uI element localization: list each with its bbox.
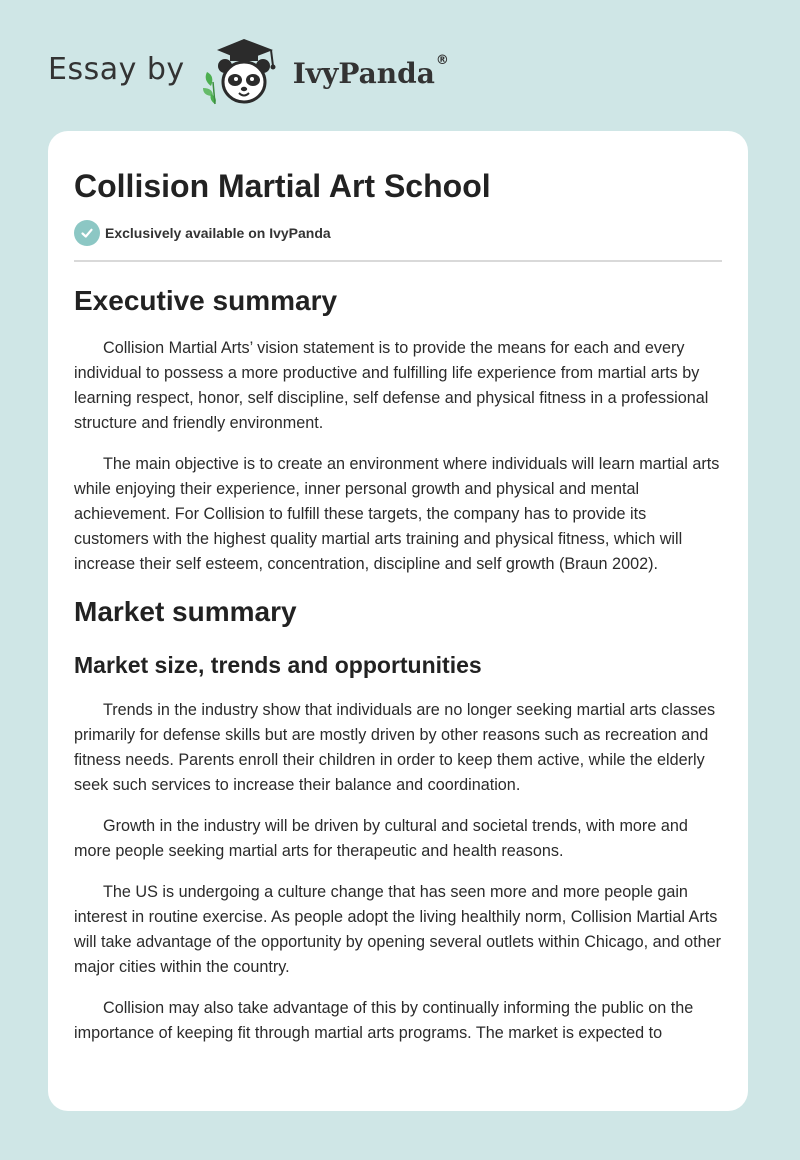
- essay-card: [48, 131, 748, 1111]
- paragraph: Trends in the industry show that individuals are no longer seeking martial arts classes primarily for defense skills but are mostly driven by other reasons such as recreation and fitness needs. Parents enroll their children in order to keep them active, while the elderly seek such services to increase their balance and coordination.: [74, 701, 716, 794]
- paragraph: Collision may also take advantage of this by continually informing the public on the importance of keeping fit through martial arts programs. The market is expected to: [74, 999, 694, 1042]
- site-header: [48, 36, 449, 108]
- paragraph: The US is undergoing a culture change that has seen more and more people gain interest in routine exercise. As people adopt the living healthily norm, Collision Martial Arts will take advantage of the opportunity by opening several outlets within Chicago, and other major cities within the country.: [74, 883, 722, 976]
- title-divider: [74, 260, 722, 262]
- subsection-heading-market-size: Market size, trends and opportunities: [74, 652, 482, 678]
- paragraph: The main objective is to create an environment where individuals will learn martial arts while enjoying their experience, inner personal growth and physical and mental achievement. For Collision to fulfill these targets, the company has to provide its customers with the highest quality martial arts training and physical fitness, which will increase their self esteem, concentration, discipline and self growth (Braun 2002).: [74, 455, 720, 573]
- exclusive-badge-label: Exclusively available on IvyPanda: [105, 225, 331, 241]
- paragraph: Growth in the industry will be driven by cultural and societal trends, with more and more people seeking martial arts for therapeutic and health reasons.: [74, 817, 688, 860]
- brand-name[interactable]: IvyPanda®: [292, 52, 449, 90]
- panda-graduate-logo-icon[interactable]: [201, 36, 287, 108]
- check-circle-icon: [74, 220, 100, 246]
- exclusive-badge: [74, 220, 722, 246]
- section-heading-executive-summary: Executive summary: [74, 285, 338, 316]
- paragraph: Collision Martial Arts’ vision statement is to provide the means for each and every individual to possess a more productive and fulfilling life experience from martial arts by learning respect, honor, self discipline, self defense and physical fitness in a professional structure and friendly environment.: [74, 339, 709, 432]
- page-title: Collision Martial Art School: [74, 168, 491, 204]
- essay-by-label: Essay by: [48, 51, 185, 87]
- section-heading-market-summary: Market summary: [74, 596, 297, 627]
- registered-mark: ®: [435, 52, 449, 68]
